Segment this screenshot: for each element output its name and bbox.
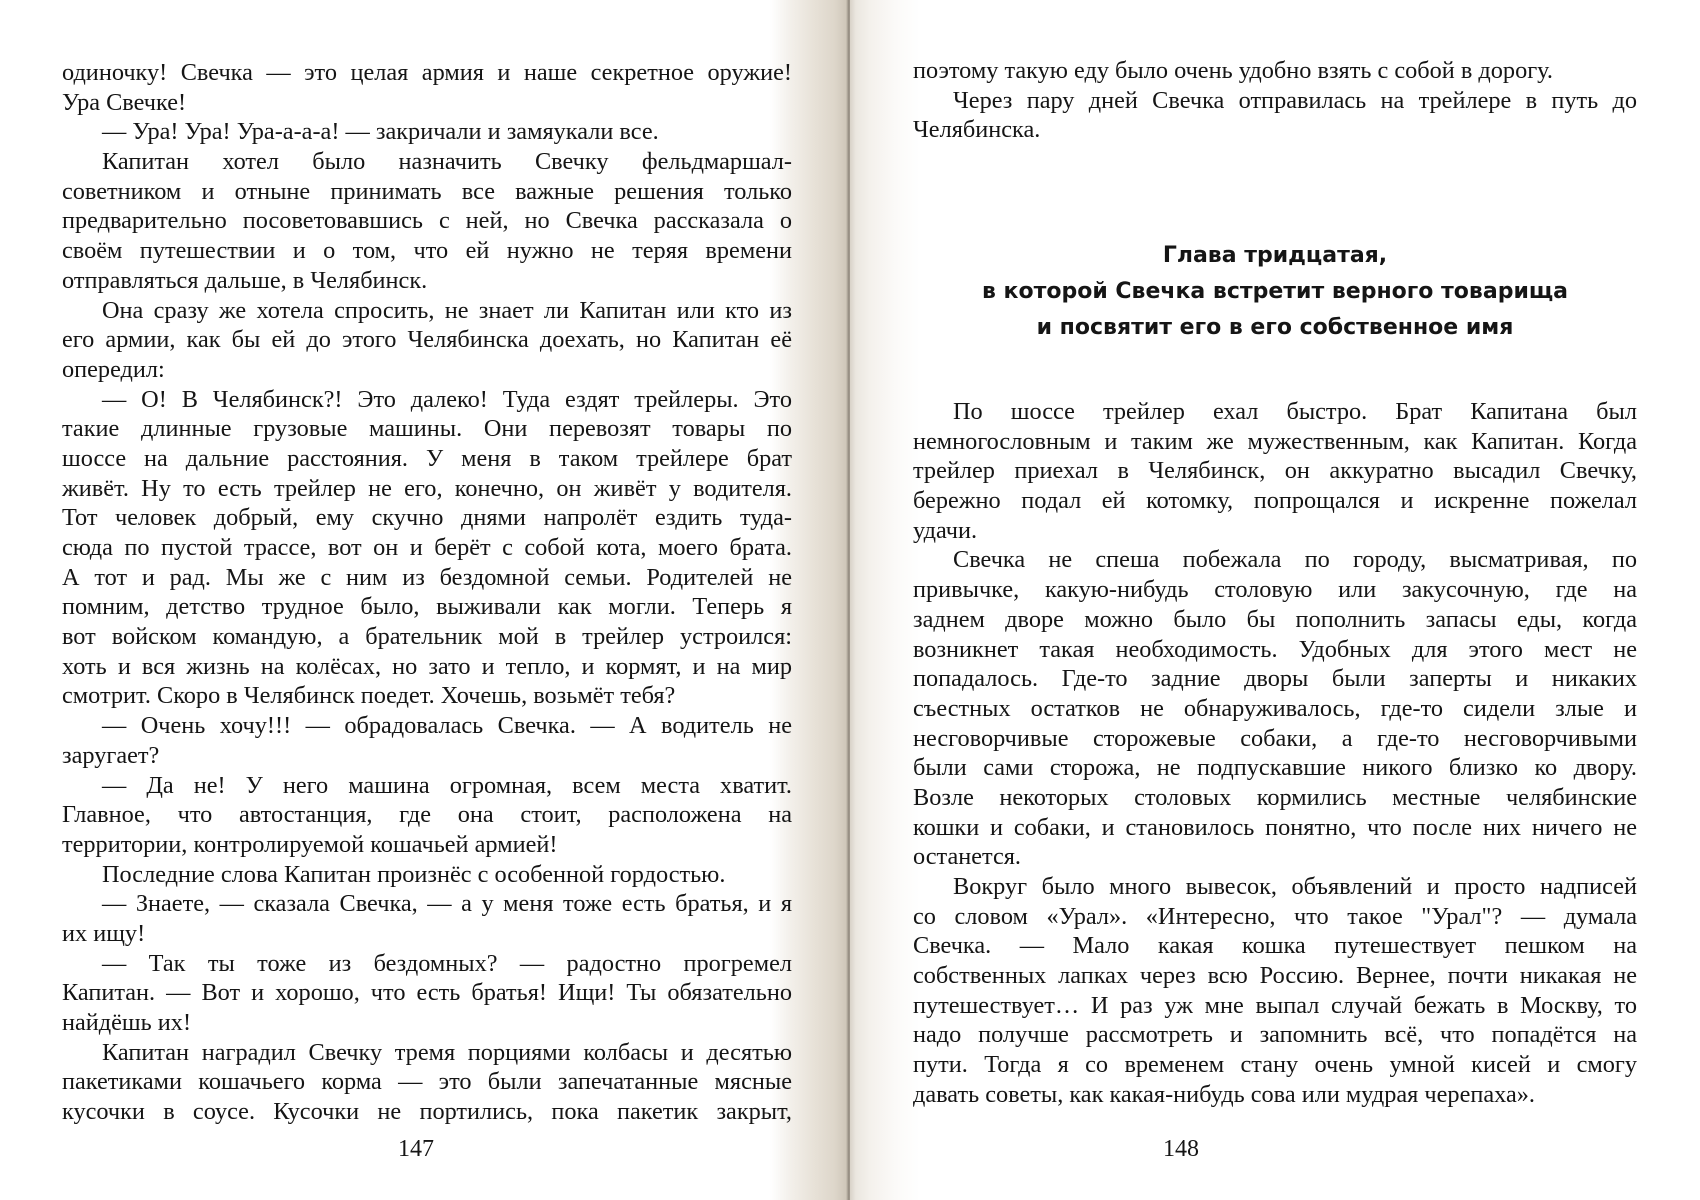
text-line: несговорчивые сторожевые собаки, а где-то несговорчивыми (913, 724, 1637, 752)
text-line: А тот и рад. Мы же с ним из бездомной семьи. Родителей не (62, 563, 792, 591)
text-line: — Так ты тоже из бездомных? — радостно прогремел (102, 949, 792, 977)
text-line: заднем дворе можно было бы пополнить запасы еды, когда (913, 605, 1637, 633)
chapter-heading (913, 238, 1637, 346)
right-page-top-text (913, 56, 1637, 145)
text-line: Капитан хотел было назначить Свечку фельдмаршал- (102, 148, 792, 176)
text-line: попадалось. Где-то задние дворы были заперты и никаких (913, 665, 1637, 693)
text-line: — Да не! У него машина огромная, всем места хватит. (102, 771, 792, 799)
text-line: их ищу! (62, 919, 146, 947)
right-page (850, 0, 1700, 1200)
text-line: трейлер приехал в Челябинск, он аккуратно высадил Свечку, (913, 457, 1637, 485)
text-line: сюда по пустой трассе, вот он и берёт с собой кота, моего брата. (62, 534, 792, 561)
text-line: вот войском командую, а брательник мой в трейлер устроился: (62, 623, 792, 651)
text-line: немногословным и таким же мужественным, как Капитан. Когда (913, 427, 1637, 455)
text-line: найдёшь их! (62, 1009, 192, 1036)
text-line: Челябинска. (913, 116, 1041, 144)
page-number-left: 147 (398, 1136, 434, 1162)
text-line: бережно подал ей котомку, попрощался и искренне пожелал (913, 487, 1637, 515)
text-line: удачи. (913, 516, 978, 544)
text-line: Последние слова Капитан произнёс с особенной гордостью. (102, 860, 726, 888)
text-line: советником и отныне принимать все важные решения только (62, 177, 792, 205)
text-line: Свечка. — Мало какая кошка путешествует пешком на (913, 932, 1637, 960)
text-line: пакетиками кошачьего корма — это были запечатанные мясные (62, 1068, 792, 1096)
text-line: собственных лапках через всю Россию. Вернее, почти никакая не (913, 962, 1637, 990)
text-line: пути. Тогда я со временем стану очень умной кисей и смогу (913, 1051, 1637, 1079)
text-line: Вокруг было много вывесок, объявлений и просто надписей (953, 873, 1637, 900)
text-line: съестных остатков не обнаруживалось, где-то сидели злые и (913, 694, 1637, 722)
text-line: По шоссе трейлер ехал быстро. Брат Капитана был (953, 398, 1637, 425)
text-line: Капитан. — Вот и хорошо, что есть братья! Ищи! Ты обязательно (62, 979, 792, 1007)
text-line: Возле некоторых столовых кормились местные челябинские (913, 783, 1637, 811)
text-line: Ура Свечке! (62, 88, 187, 116)
chapter-heading-line: и посвятит его в его собственное имя (1036, 315, 1514, 340)
text-line: Тот человек добрый, ему скучно днями напролёт ездить туда- (62, 504, 792, 532)
text-line: останется. (913, 843, 1021, 871)
text-line: территории, контролируемой кошачьей армией! (62, 830, 558, 858)
text-line: Капитан наградил Свечку тремя порциями колбасы и десятью (102, 1038, 792, 1066)
text-line: такие длинные грузовые машины. Они перевозят товары по (62, 415, 792, 443)
text-line: отправляться дальше, в Челябинск. (62, 266, 428, 294)
text-line: со словом «Урал». «Интересно, что такое "Урал"? — думала (913, 902, 1637, 930)
text-line: путешествует… И раз уж мне выпал случай бежать в Москву, то (913, 991, 1637, 1019)
text-line: заругает? (62, 741, 160, 769)
text-line: Через пару дней Свечка отправилась на трейлере в путь до (953, 86, 1637, 114)
text-line: — Знаете, — сказала Свечка, — а у меня тоже есть братья, и я (102, 890, 792, 918)
text-line: кусочки в соусе. Кусочки не портились, пока пакетик закрыт, (62, 1098, 792, 1126)
chapter-heading-line: в которой Свечка встретит верного товарища (981, 279, 1569, 304)
left-page-text (62, 58, 792, 1127)
text-line: его армии, как бы ей до этого Челябинска доехать, но Капитан её (62, 326, 792, 354)
text-line: смотрит. Скоро в Челябинск поедет. Хочешь, возьмёт тебя? (62, 682, 676, 710)
text-line: возникнет такая необходимость. Удобных для этого мест не (913, 635, 1637, 663)
text-line: поэтому такую еду было очень удобно взять с собой в дорогу. (913, 57, 1553, 84)
text-line: Главное, что автостанция, где она стоит, расположена на (62, 801, 792, 829)
text-line: предварительно посоветовавшись с ней, но Свечка рассказала о (62, 207, 792, 235)
text-line: давать советы, как какая-нибудь сова или мудрая черепаха». (913, 1080, 1535, 1108)
text-line: хоть и вся жизнь на колёсах, но зато и тепло, и кормят, и на мир (62, 652, 792, 680)
text-line: опередил: (62, 355, 165, 383)
text-line: были сами сторожа, не подпускавшие никого близко ко двору. (913, 754, 1637, 782)
text-line: помним, детство трудное было, выживали как могли. Теперь я (62, 593, 792, 621)
text-line: своём путешествии и о том, что ей нужно не теряя времени (62, 237, 792, 265)
page-number-right: 148 (1163, 1136, 1199, 1162)
text-line: Свечка не спеша побежала по городу, высматривая, по (953, 546, 1637, 574)
text-line: живёт. Ну то есть трейлер не его, конечно, он живёт у водителя. (62, 474, 792, 502)
text-line: Она сразу же хотела спросить, не знает ли Капитан или кто из (102, 296, 792, 324)
text-line: надо получше рассмотреть и запомнить всё, что попадётся на (913, 1021, 1637, 1049)
text-line: — Ура! Ура! Ура-а-а-а! — закричали и замяукали все. (102, 118, 659, 146)
chapter-heading-line: Глава тридцатая, (1162, 243, 1388, 268)
text-line: привычке, какую-нибудь столовую или закусочную, где на (913, 576, 1637, 604)
text-line: одиночку! Свечка — это целая армия и наше секретное оружие! (62, 59, 792, 86)
text-line: кошки и собаки, и становилось понятно, что после них ничего не (913, 813, 1637, 841)
text-line: — Очень хочу!!! — обрадовалась Свечка. — А водитель не (102, 712, 792, 740)
text-line: — О! В Челябинск?! Это далеко! Туда ездят трейлеры. Это (102, 385, 792, 413)
text-line: шоссе на дальние расстояния. У меня в таком трейлере брат (62, 444, 792, 472)
right-page-text (913, 397, 1637, 1110)
